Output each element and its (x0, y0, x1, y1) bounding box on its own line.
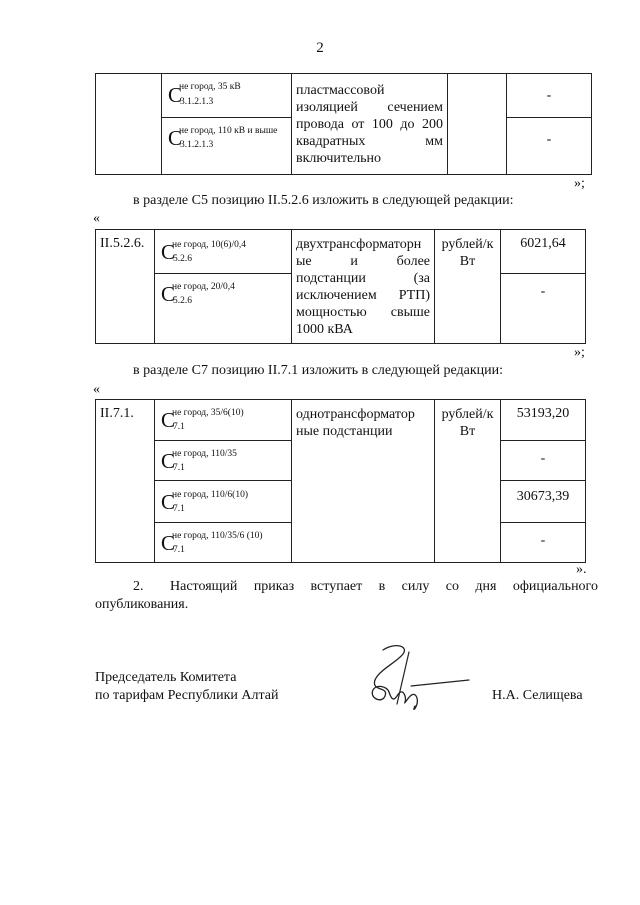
value-cell (507, 74, 592, 118)
unit-line: рублей/к (441, 407, 494, 422)
symbol-cell: C не город, 110 кВ и выше 3.1.2.1.3 (162, 118, 292, 175)
value: - (540, 284, 546, 299)
desc-line: двухтрансформаторн (296, 237, 422, 252)
open-quote: « (93, 211, 100, 226)
desc-line: ые и более (296, 254, 430, 269)
symbol-subscript: 7.1 (173, 422, 185, 432)
symbol-subscript: 5.2.6 (173, 254, 192, 264)
word: силу (401, 579, 430, 594)
symbol-subscript: 7.1 (173, 463, 185, 473)
value: 6021,64 (520, 236, 566, 251)
word: официального (512, 579, 598, 594)
symbol-cell: C не город, 10(6)/0,4 5.2.6 (155, 230, 292, 274)
desc-line: исключением РТП) (296, 288, 430, 303)
close-quote: »; (574, 345, 585, 360)
code-cell (96, 230, 155, 344)
symbol-cell: C не город, 20/0,4 5.2.6 (155, 274, 292, 344)
desc-line: включительно (296, 151, 382, 166)
symbol-superscript: не город, 35/6(10) (172, 408, 244, 418)
word: со (445, 579, 459, 594)
symbol-superscript: не город, 110/35 (172, 449, 237, 459)
desc-line: мощностью свыше (296, 305, 430, 320)
desc-line: однотрансформатор (296, 407, 415, 422)
value: 30673,39 (516, 489, 570, 504)
handwritten-signature (345, 640, 485, 720)
word: вступает (310, 579, 363, 594)
symbol-cell: C не город, 110/6(10) 7.1 (155, 481, 292, 523)
page-number: 2 (316, 40, 324, 56)
symbol-cell: C не город, 110/35/6 (10) 7.1 (155, 523, 292, 563)
symbol-cell: C не город, 35/6(10) 7.1 (155, 400, 292, 441)
value-cell (501, 441, 586, 481)
symbol-subscript: 7.1 (173, 545, 185, 555)
value: - (540, 533, 546, 548)
unit-line: Вт (459, 424, 476, 439)
word: в (378, 579, 386, 594)
desc-line: изоляцией сечением (296, 100, 443, 115)
table-II-5-2-6 (95, 229, 586, 344)
symbol-superscript: не город, 110 кВ и выше (179, 126, 278, 136)
value-cell (501, 523, 586, 563)
value: - (540, 451, 546, 466)
symbol-superscript: не город, 110/6(10) (172, 490, 249, 500)
word: приказ (253, 579, 295, 594)
position-code: II.7.1. (100, 406, 134, 421)
value-cell (501, 274, 586, 344)
desc-line: 1000 кВА (296, 322, 353, 337)
symbol-superscript: не город, 10(6)/0,4 (172, 240, 246, 250)
code-cell (96, 74, 162, 175)
desc-line: подстанции (за (296, 271, 430, 286)
value-cell (501, 230, 586, 274)
symbol-cell: C не город, 35 кВ 3.1.2.1.3 (162, 74, 292, 118)
table-II-7-1 (95, 399, 586, 563)
section-intro: в разделе С5 позицию II.5.2.6 изложить в следующей редакции: (133, 193, 514, 208)
description-cell (292, 400, 435, 563)
desc-line: квадратных мм (296, 134, 443, 149)
value: - (546, 132, 552, 147)
signatory-title-line1: Председатель Комитета (95, 670, 237, 685)
close-quote: ». (576, 562, 587, 577)
symbol-subscript: 3.1.2.1.3 (180, 140, 214, 150)
word: дня (475, 579, 497, 594)
signatory-title-line2: по тарифам Республики Алтай (95, 688, 279, 703)
section-intro: в разделе С7 позицию II.7.1 изложить в следующей редакции: (133, 363, 504, 378)
close-quote: »; (574, 176, 585, 191)
value: 53193,20 (516, 406, 570, 421)
symbol-subscript: 3.1.2.1.3 (180, 97, 214, 107)
unit-cell (435, 230, 501, 344)
word: Настоящий (170, 579, 238, 594)
symbol-superscript: не город, 35 кВ (179, 82, 241, 92)
table-continuation (95, 73, 592, 175)
desc-line: провода от 100 до 200 (296, 117, 443, 132)
desc-line: ные подстанции (296, 424, 393, 439)
symbol-superscript: не город, 20/0,4 (172, 282, 235, 292)
signatory-name: Н.А. Селищева (492, 688, 583, 703)
item-number: 2. (133, 579, 144, 594)
unit-cell (435, 400, 501, 563)
value: - (546, 88, 552, 103)
position-code: II.5.2.6. (100, 236, 145, 251)
symbol-cell: C не город, 110/35 7.1 (155, 441, 292, 481)
value-cell (501, 400, 586, 441)
code-cell (96, 400, 155, 563)
open-quote: « (93, 382, 100, 397)
unit-line: рублей/к (441, 237, 494, 252)
item-text-line1 (170, 579, 598, 595)
symbol-subscript: 5.2.6 (173, 296, 192, 306)
symbol-superscript: не город, 110/35/6 (10) (172, 531, 263, 541)
description-cell (292, 230, 435, 344)
symbol-subscript: 7.1 (173, 504, 185, 514)
unit-cell (448, 74, 507, 175)
value-cell (507, 118, 592, 175)
unit-line: Вт (459, 254, 476, 269)
desc-line: пластмассовой (296, 83, 385, 98)
description-cell (292, 74, 448, 175)
value-cell (501, 481, 586, 523)
item-text-line2: опубликования. (95, 597, 189, 612)
